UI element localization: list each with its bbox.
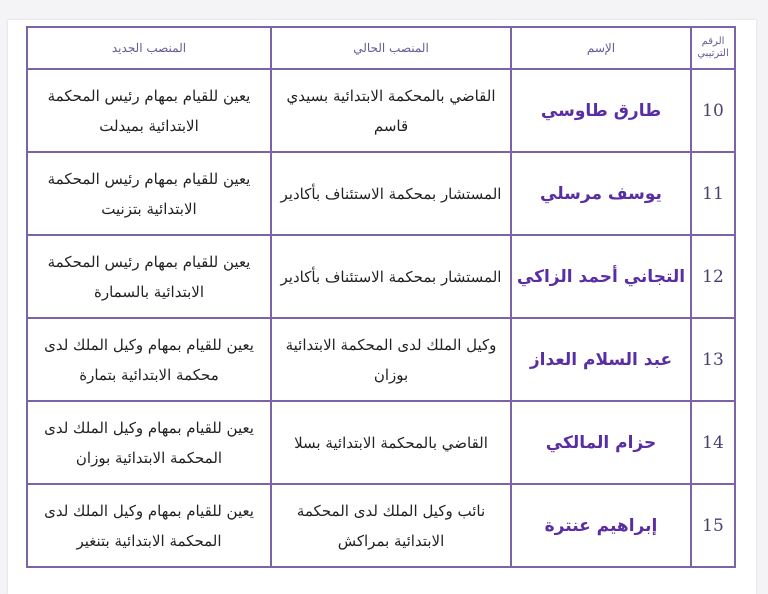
row-new-position: يعين للقيام بمهام رئيس المحكمة الابتدائية بالسمارة [27, 235, 271, 318]
header-new-position: المنصب الجديد [27, 27, 271, 69]
row-new-position: يعين للقيام بمهام رئيس المحكمة الابتدائية بميدلت [27, 69, 271, 152]
table-row [27, 152, 735, 235]
header-row [27, 27, 735, 69]
row-name: طارق طاوسي [511, 69, 691, 152]
row-number: 10 [691, 69, 735, 152]
appointments-table [26, 26, 736, 568]
row-name: إبراهيم عنترة [511, 484, 691, 567]
table-row [27, 69, 735, 152]
row-new-position: يعين للقيام بمهام رئيس المحكمة الابتدائية بتزنيت [27, 152, 271, 235]
row-number: 15 [691, 484, 735, 567]
table-row [27, 484, 735, 567]
row-current-position: وكيل الملك لدى المحكمة الابتدائية بوزان [271, 318, 511, 401]
header-number: الرقم الترتيبي [691, 27, 735, 69]
row-name: التجاني أحمد الزاكي [511, 235, 691, 318]
row-current-position: القاضي بالمحكمة الابتدائية بسلا [271, 401, 511, 484]
table-row [27, 401, 735, 484]
row-new-position: يعين للقيام بمهام وكيل الملك لدى محكمة الابتدائية بتمارة [27, 318, 271, 401]
header-current-position: المنصب الحالي [271, 27, 511, 69]
header-name: الإسم [511, 27, 691, 69]
row-number: 13 [691, 318, 735, 401]
table-row [27, 318, 735, 401]
row-name: يوسف مرسلي [511, 152, 691, 235]
row-new-position: يعين للقيام بمهام وكيل الملك لدى المحكمة الابتدائية بتنغير [27, 484, 271, 567]
row-current-position: المستشار بمحكمة الاستئناف بأكادير [271, 235, 511, 318]
table-row [27, 235, 735, 318]
row-current-position: المستشار بمحكمة الاستئناف بأكادير [271, 152, 511, 235]
row-new-position: يعين للقيام بمهام وكيل الملك لدى المحكمة الابتدائية بوزان [27, 401, 271, 484]
document-sheet [8, 20, 756, 594]
row-current-position: القاضي بالمحكمة الابتدائية بسيدي قاسم [271, 69, 511, 152]
row-number: 12 [691, 235, 735, 318]
row-name: عبد السلام العداز [511, 318, 691, 401]
row-number: 14 [691, 401, 735, 484]
row-number: 11 [691, 152, 735, 235]
row-name: حزام المالكي [511, 401, 691, 484]
row-current-position: نائب وكيل الملك لدى المحكمة الابتدائية بمراكش [271, 484, 511, 567]
